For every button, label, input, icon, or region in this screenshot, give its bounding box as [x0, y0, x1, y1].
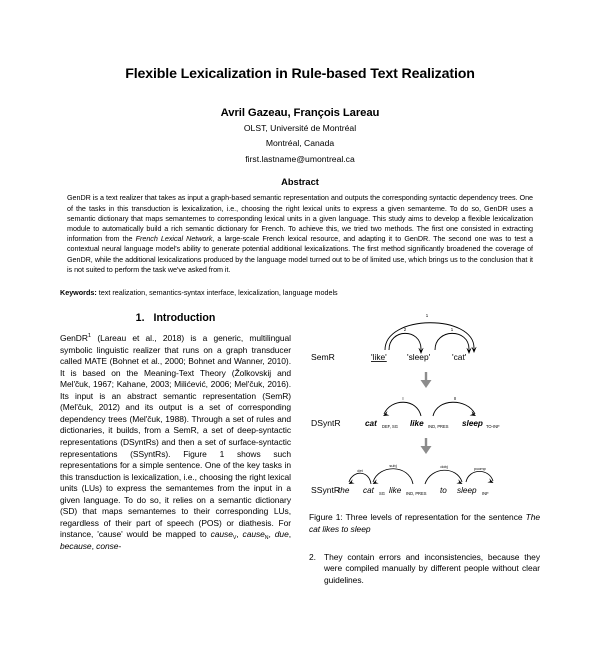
dsyntr-node-sleep: sleep — [462, 419, 483, 429]
semr-node-sleep: 'sleep' — [407, 352, 431, 363]
ssyntr-arc-label-subj: subj — [389, 463, 397, 469]
dsyntr-arc-label-2: II — [453, 396, 457, 402]
intro-paragraph: GenDR$^1$ (Lareau et al., 2018) is a generic, multilingual symbolic linguistic realizer that runs on a graph transducer called MATE (Bohnet et al., 2000; Bohnet and Wanner, 2010). It is based on the Meaning-Text Theory (Žolkovskij and Mel'čuk, 1967; Kahane, 2003; Milićević, 2006; Mel'čuk, 2016). Its input is an abstract semantic representation (SemR) (Mel'čuk, 2012) and its output is a set of corresponding dependency trees (Mel'čuk, 1988). Through a set of rules and dictionaries, it builds, from a SemR, a set of deep-syntactic representations (DSyntRs) and then a set of surface-syntactic representations (SSyntRs). Figure 1 shows such representations for a simple sentence. One of the key tasks in this transduction is lexicalization, i.e., choosing the right lexical units (LUs) to express the semantemes from the input in a given language. To do so, it relies on a semantic dictionary (SD) that maps semantemes to their corresponding LUs, regardless of their part of speech (POS) or diathesis. For instance, 'cause' would be mapped to cause$_V$, cause$_N$, due, because, conse- — [60, 333, 292, 551]
dsyntr-node-like-subscript: IND, PRES — [428, 424, 449, 430]
ssyntr-node-sleep: sleep — [457, 486, 477, 496]
section-number: 1. — [135, 312, 145, 325]
abstract-text: GenDR is a text realizer that takes as input a graph-based semantic representation and outputs the corresponding syntactic dependency trees. One of the tasks in this transduction is lexicalization, i.e., choosing the right lexical units to express a given semanteme. To do so, GenDR uses a semantic dictionary that maps semantemes to corresponding lexical units in a given language. This study aims to develop a flexible lexicalization module to automatically build a rich semantic dictionary for French. To achieve this, we tried two methods. The first one consisted in extracting information from the French Lexical Network, a large-scale French lexical resource, and adapting it to GenDR. The second one was to test a contextual neural language model's ability to generate potential additional lexicalizations. The first method significantly broadened the coverage of GenDR, while the additional lexicalizations produced by the language model turned out to be of limited use, which brings us to the conclusion that it is not suited to perform the task we've asked from it. — [67, 193, 534, 274]
page-title: Flexible Lexicalization in Rule-based Text Realization — [125, 66, 475, 82]
dsyntr-node-sleep-subscript: TO-INF — [486, 424, 500, 430]
figure-1 — [309, 313, 540, 535]
list-item-text: They contain errors and inconsistencies, because they were compiled manually by different people without clear guidelines. — [324, 551, 540, 585]
section-title: Introduction — [153, 312, 216, 325]
level-transition-arrow-2 — [421, 438, 432, 454]
semr-row-label: SemR — [311, 352, 335, 363]
ssyntr-arc-label-pcomp: pcomp — [474, 466, 486, 472]
list-item — [309, 552, 540, 587]
affiliation-line-1: OLST, Université de Montréal — [243, 123, 357, 134]
ssyntr-node-cat-subscript: SG — [379, 491, 385, 497]
left-column — [60, 312, 291, 586]
keywords-label: Keywords: — [60, 288, 97, 298]
semr-node-cat: 'cat' — [452, 352, 467, 363]
author-email: first.lastname@umontreal.ca — [245, 153, 355, 164]
body-columns — [60, 312, 540, 586]
dsyntr-node-cat: cat — [365, 419, 377, 429]
abstract-heading: Abstract — [281, 177, 319, 188]
ssyntr-node-the: the — [338, 486, 350, 496]
right-column — [309, 312, 540, 586]
keywords-line — [60, 288, 540, 298]
keywords-value: text realization, semantics-syntax interface, lexicalization, language models — [98, 288, 338, 298]
ssyntr-node-cat: cat — [363, 486, 374, 496]
paper-page — [0, 66, 600, 666]
dsyntr-node-like: like — [410, 419, 424, 429]
section-heading — [60, 312, 291, 324]
semr-arc-label-2: 2 — [403, 327, 407, 333]
ssyntr-node-like-subscript: IND, PRES — [406, 491, 427, 497]
author-list: Avril Gazeau, François Lareau — [220, 107, 380, 120]
affiliation-line-2: Montréal, Canada — [265, 138, 335, 149]
dsyntr-node-cat-subscript: DEF, SG — [382, 424, 398, 430]
ssyntr-row-label: SSyntR — [311, 485, 341, 496]
list-item-number: 2. — [309, 551, 316, 562]
ssyntr-node-sleep-subscript: INF — [482, 491, 489, 497]
ssyntr-arc-label-det: det — [357, 468, 363, 474]
dsyntr-row-label: DSyntR — [311, 418, 341, 429]
ssyntr-node-to: to — [440, 486, 447, 496]
level-transition-arrow-1 — [421, 372, 432, 388]
ssyntr-arc-label-dobj: dobj — [440, 464, 448, 470]
ssyntr-node-like: like — [389, 486, 402, 496]
semr-arc-label-1: 1 — [425, 313, 429, 319]
figure-1-caption: Figure 1: Three levels of representation for the sentence The cat likes to sleep — [309, 512, 540, 534]
dsyntr-arc-label-1: I — [402, 396, 404, 402]
semr-arc-label-3: 1 — [450, 327, 454, 333]
semr-node-like: 'like' — [371, 352, 387, 363]
figure-1-diagram — [309, 313, 540, 503]
